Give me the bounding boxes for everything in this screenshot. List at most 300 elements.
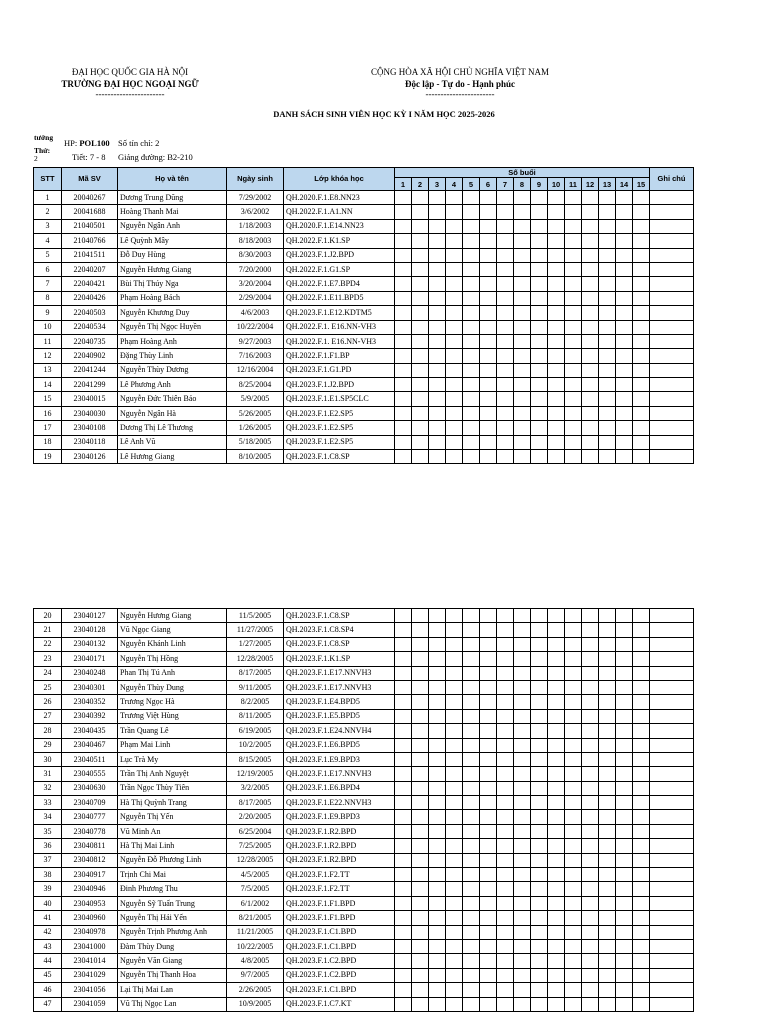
attendance-cell[interactable] — [514, 378, 531, 392]
attendance-cell[interactable] — [548, 205, 565, 219]
notes-cell[interactable] — [650, 781, 694, 795]
attendance-cell[interactable] — [633, 248, 650, 262]
attendance-cell[interactable] — [412, 954, 429, 968]
attendance-cell[interactable] — [582, 320, 599, 334]
attendance-cell[interactable] — [514, 262, 531, 276]
attendance-cell[interactable] — [531, 781, 548, 795]
attendance-cell[interactable] — [446, 291, 463, 305]
attendance-cell[interactable] — [463, 767, 480, 781]
attendance-cell[interactable] — [616, 896, 633, 910]
attendance-cell[interactable] — [514, 695, 531, 709]
attendance-cell[interactable] — [565, 277, 582, 291]
attendance-cell[interactable] — [514, 219, 531, 233]
attendance-cell[interactable] — [548, 450, 565, 464]
attendance-cell[interactable] — [514, 320, 531, 334]
attendance-cell[interactable] — [633, 637, 650, 651]
attendance-cell[interactable] — [531, 968, 548, 982]
attendance-cell[interactable] — [463, 320, 480, 334]
attendance-cell[interactable] — [463, 680, 480, 694]
attendance-cell[interactable] — [633, 781, 650, 795]
attendance-cell[interactable] — [582, 752, 599, 766]
attendance-cell[interactable] — [616, 637, 633, 651]
attendance-cell[interactable] — [531, 291, 548, 305]
attendance-cell[interactable] — [565, 709, 582, 723]
attendance-cell[interactable] — [633, 234, 650, 248]
notes-cell[interactable] — [650, 925, 694, 939]
attendance-cell[interactable] — [582, 349, 599, 363]
attendance-cell[interactable] — [531, 306, 548, 320]
notes-cell[interactable] — [650, 882, 694, 896]
attendance-cell[interactable] — [412, 320, 429, 334]
attendance-cell[interactable] — [463, 291, 480, 305]
attendance-cell[interactable] — [395, 609, 412, 623]
attendance-cell[interactable] — [531, 392, 548, 406]
attendance-cell[interactable] — [463, 234, 480, 248]
attendance-cell[interactable] — [497, 609, 514, 623]
attendance-cell[interactable] — [548, 911, 565, 925]
attendance-cell[interactable] — [514, 248, 531, 262]
notes-cell[interactable] — [650, 680, 694, 694]
attendance-cell[interactable] — [565, 623, 582, 637]
attendance-cell[interactable] — [497, 680, 514, 694]
attendance-cell[interactable] — [531, 896, 548, 910]
attendance-cell[interactable] — [514, 868, 531, 882]
attendance-cell[interactable] — [599, 435, 616, 449]
attendance-cell[interactable] — [429, 911, 446, 925]
attendance-cell[interactable] — [463, 623, 480, 637]
attendance-cell[interactable] — [616, 709, 633, 723]
attendance-cell[interactable] — [429, 435, 446, 449]
attendance-cell[interactable] — [565, 334, 582, 348]
attendance-cell[interactable] — [565, 363, 582, 377]
attendance-cell[interactable] — [582, 363, 599, 377]
attendance-cell[interactable] — [582, 968, 599, 982]
attendance-cell[interactable] — [395, 378, 412, 392]
attendance-cell[interactable] — [633, 767, 650, 781]
attendance-cell[interactable] — [395, 406, 412, 420]
attendance-cell[interactable] — [463, 781, 480, 795]
attendance-cell[interactable] — [599, 767, 616, 781]
notes-cell[interactable] — [650, 609, 694, 623]
attendance-cell[interactable] — [565, 450, 582, 464]
notes-cell[interactable] — [650, 896, 694, 910]
attendance-cell[interactable] — [446, 623, 463, 637]
attendance-cell[interactable] — [633, 709, 650, 723]
attendance-cell[interactable] — [395, 320, 412, 334]
attendance-cell[interactable] — [412, 868, 429, 882]
attendance-cell[interactable] — [463, 724, 480, 738]
attendance-cell[interactable] — [514, 983, 531, 997]
attendance-cell[interactable] — [429, 306, 446, 320]
attendance-cell[interactable] — [514, 997, 531, 1011]
attendance-cell[interactable] — [548, 652, 565, 666]
attendance-cell[interactable] — [395, 435, 412, 449]
attendance-cell[interactable] — [412, 435, 429, 449]
attendance-cell[interactable] — [480, 680, 497, 694]
attendance-cell[interactable] — [531, 767, 548, 781]
attendance-cell[interactable] — [429, 349, 446, 363]
notes-cell[interactable] — [650, 334, 694, 348]
attendance-cell[interactable] — [599, 853, 616, 867]
attendance-cell[interactable] — [633, 997, 650, 1011]
attendance-cell[interactable] — [633, 896, 650, 910]
attendance-cell[interactable] — [514, 896, 531, 910]
attendance-cell[interactable] — [531, 421, 548, 435]
attendance-cell[interactable] — [599, 810, 616, 824]
attendance-cell[interactable] — [463, 349, 480, 363]
attendance-cell[interactable] — [599, 623, 616, 637]
attendance-cell[interactable] — [429, 680, 446, 694]
notes-cell[interactable] — [650, 191, 694, 205]
attendance-cell[interactable] — [633, 796, 650, 810]
attendance-cell[interactable] — [548, 781, 565, 795]
attendance-cell[interactable] — [633, 724, 650, 738]
attendance-cell[interactable] — [531, 724, 548, 738]
attendance-cell[interactable] — [531, 277, 548, 291]
attendance-cell[interactable] — [463, 925, 480, 939]
attendance-cell[interactable] — [599, 968, 616, 982]
attendance-cell[interactable] — [582, 378, 599, 392]
attendance-cell[interactable] — [480, 334, 497, 348]
attendance-cell[interactable] — [463, 306, 480, 320]
attendance-cell[interactable] — [548, 406, 565, 420]
attendance-cell[interactable] — [514, 925, 531, 939]
attendance-cell[interactable] — [582, 306, 599, 320]
attendance-cell[interactable] — [616, 680, 633, 694]
attendance-cell[interactable] — [565, 666, 582, 680]
attendance-cell[interactable] — [429, 363, 446, 377]
attendance-cell[interactable] — [531, 882, 548, 896]
attendance-cell[interactable] — [497, 954, 514, 968]
attendance-cell[interactable] — [514, 363, 531, 377]
attendance-cell[interactable] — [565, 349, 582, 363]
attendance-cell[interactable] — [599, 925, 616, 939]
attendance-cell[interactable] — [599, 277, 616, 291]
attendance-cell[interactable] — [412, 334, 429, 348]
notes-cell[interactable] — [650, 997, 694, 1011]
attendance-cell[interactable] — [412, 911, 429, 925]
attendance-cell[interactable] — [548, 320, 565, 334]
attendance-cell[interactable] — [633, 824, 650, 838]
attendance-cell[interactable] — [531, 695, 548, 709]
attendance-cell[interactable] — [548, 925, 565, 939]
attendance-cell[interactable] — [429, 320, 446, 334]
attendance-cell[interactable] — [497, 824, 514, 838]
attendance-cell[interactable] — [616, 983, 633, 997]
attendance-cell[interactable] — [429, 810, 446, 824]
notes-cell[interactable] — [650, 378, 694, 392]
attendance-cell[interactable] — [633, 435, 650, 449]
attendance-cell[interactable] — [497, 724, 514, 738]
attendance-cell[interactable] — [395, 637, 412, 651]
attendance-cell[interactable] — [497, 868, 514, 882]
attendance-cell[interactable] — [548, 968, 565, 982]
attendance-cell[interactable] — [616, 925, 633, 939]
attendance-cell[interactable] — [633, 205, 650, 219]
attendance-cell[interactable] — [582, 623, 599, 637]
attendance-cell[interactable] — [446, 752, 463, 766]
attendance-cell[interactable] — [412, 925, 429, 939]
attendance-cell[interactable] — [514, 277, 531, 291]
attendance-cell[interactable] — [599, 334, 616, 348]
attendance-cell[interactable] — [497, 709, 514, 723]
attendance-cell[interactable] — [582, 334, 599, 348]
attendance-cell[interactable] — [463, 752, 480, 766]
attendance-cell[interactable] — [514, 349, 531, 363]
attendance-cell[interactable] — [395, 709, 412, 723]
attendance-cell[interactable] — [633, 983, 650, 997]
attendance-cell[interactable] — [463, 205, 480, 219]
attendance-cell[interactable] — [565, 738, 582, 752]
attendance-cell[interactable] — [633, 306, 650, 320]
attendance-cell[interactable] — [429, 896, 446, 910]
attendance-cell[interactable] — [633, 925, 650, 939]
attendance-cell[interactable] — [531, 666, 548, 680]
attendance-cell[interactable] — [565, 824, 582, 838]
notes-cell[interactable] — [650, 666, 694, 680]
attendance-cell[interactable] — [480, 695, 497, 709]
attendance-cell[interactable] — [633, 810, 650, 824]
attendance-cell[interactable] — [429, 219, 446, 233]
notes-cell[interactable] — [650, 853, 694, 867]
attendance-cell[interactable] — [497, 652, 514, 666]
attendance-cell[interactable] — [616, 882, 633, 896]
notes-cell[interactable] — [650, 219, 694, 233]
attendance-cell[interactable] — [395, 421, 412, 435]
attendance-cell[interactable] — [616, 954, 633, 968]
attendance-cell[interactable] — [446, 435, 463, 449]
attendance-cell[interactable] — [633, 752, 650, 766]
attendance-cell[interactable] — [446, 767, 463, 781]
attendance-cell[interactable] — [463, 896, 480, 910]
attendance-cell[interactable] — [633, 191, 650, 205]
attendance-cell[interactable] — [582, 954, 599, 968]
attendance-cell[interactable] — [429, 248, 446, 262]
attendance-cell[interactable] — [633, 609, 650, 623]
attendance-cell[interactable] — [395, 248, 412, 262]
attendance-cell[interactable] — [616, 623, 633, 637]
attendance-cell[interactable] — [497, 421, 514, 435]
attendance-cell[interactable] — [463, 911, 480, 925]
attendance-cell[interactable] — [395, 191, 412, 205]
attendance-cell[interactable] — [463, 666, 480, 680]
attendance-cell[interactable] — [582, 262, 599, 276]
attendance-cell[interactable] — [446, 968, 463, 982]
notes-cell[interactable] — [650, 824, 694, 838]
attendance-cell[interactable] — [497, 637, 514, 651]
attendance-cell[interactable] — [446, 378, 463, 392]
notes-cell[interactable] — [650, 392, 694, 406]
attendance-cell[interactable] — [514, 882, 531, 896]
attendance-cell[interactable] — [616, 853, 633, 867]
attendance-cell[interactable] — [395, 205, 412, 219]
attendance-cell[interactable] — [480, 623, 497, 637]
attendance-cell[interactable] — [531, 939, 548, 953]
attendance-cell[interactable] — [531, 349, 548, 363]
attendance-cell[interactable] — [463, 839, 480, 853]
attendance-cell[interactable] — [412, 824, 429, 838]
notes-cell[interactable] — [650, 349, 694, 363]
attendance-cell[interactable] — [582, 824, 599, 838]
attendance-cell[interactable] — [412, 392, 429, 406]
attendance-cell[interactable] — [412, 839, 429, 853]
attendance-cell[interactable] — [395, 652, 412, 666]
attendance-cell[interactable] — [616, 306, 633, 320]
attendance-cell[interactable] — [480, 853, 497, 867]
attendance-cell[interactable] — [480, 983, 497, 997]
attendance-cell[interactable] — [548, 724, 565, 738]
attendance-cell[interactable] — [565, 609, 582, 623]
attendance-cell[interactable] — [531, 248, 548, 262]
attendance-cell[interactable] — [497, 896, 514, 910]
attendance-cell[interactable] — [616, 450, 633, 464]
attendance-cell[interactable] — [599, 392, 616, 406]
notes-cell[interactable] — [650, 277, 694, 291]
attendance-cell[interactable] — [395, 262, 412, 276]
attendance-cell[interactable] — [480, 767, 497, 781]
attendance-cell[interactable] — [446, 997, 463, 1011]
notes-cell[interactable] — [650, 205, 694, 219]
attendance-cell[interactable] — [565, 219, 582, 233]
attendance-cell[interactable] — [633, 421, 650, 435]
attendance-cell[interactable] — [616, 277, 633, 291]
attendance-cell[interactable] — [548, 363, 565, 377]
attendance-cell[interactable] — [497, 695, 514, 709]
attendance-cell[interactable] — [446, 695, 463, 709]
attendance-cell[interactable] — [480, 262, 497, 276]
attendance-cell[interactable] — [429, 709, 446, 723]
attendance-cell[interactable] — [429, 262, 446, 276]
attendance-cell[interactable] — [429, 882, 446, 896]
attendance-cell[interactable] — [548, 752, 565, 766]
attendance-cell[interactable] — [548, 738, 565, 752]
attendance-cell[interactable] — [599, 421, 616, 435]
attendance-cell[interactable] — [633, 262, 650, 276]
attendance-cell[interactable] — [565, 810, 582, 824]
attendance-cell[interactable] — [582, 637, 599, 651]
attendance-cell[interactable] — [514, 954, 531, 968]
attendance-cell[interactable] — [565, 954, 582, 968]
attendance-cell[interactable] — [514, 652, 531, 666]
attendance-cell[interactable] — [565, 695, 582, 709]
attendance-cell[interactable] — [548, 378, 565, 392]
attendance-cell[interactable] — [599, 939, 616, 953]
attendance-cell[interactable] — [463, 435, 480, 449]
attendance-cell[interactable] — [531, 219, 548, 233]
attendance-cell[interactable] — [531, 191, 548, 205]
attendance-cell[interactable] — [514, 767, 531, 781]
attendance-cell[interactable] — [412, 983, 429, 997]
attendance-cell[interactable] — [599, 724, 616, 738]
attendance-cell[interactable] — [395, 939, 412, 953]
attendance-cell[interactable] — [446, 666, 463, 680]
notes-cell[interactable] — [650, 839, 694, 853]
attendance-cell[interactable] — [429, 637, 446, 651]
attendance-cell[interactable] — [412, 450, 429, 464]
attendance-cell[interactable] — [497, 767, 514, 781]
attendance-cell[interactable] — [429, 925, 446, 939]
attendance-cell[interactable] — [565, 378, 582, 392]
attendance-cell[interactable] — [599, 406, 616, 420]
attendance-cell[interactable] — [633, 277, 650, 291]
attendance-cell[interactable] — [599, 363, 616, 377]
attendance-cell[interactable] — [599, 262, 616, 276]
attendance-cell[interactable] — [599, 997, 616, 1011]
attendance-cell[interactable] — [412, 853, 429, 867]
attendance-cell[interactable] — [548, 896, 565, 910]
attendance-cell[interactable] — [446, 824, 463, 838]
attendance-cell[interactable] — [565, 939, 582, 953]
attendance-cell[interactable] — [395, 810, 412, 824]
attendance-cell[interactable] — [599, 911, 616, 925]
attendance-cell[interactable] — [633, 853, 650, 867]
attendance-cell[interactable] — [548, 997, 565, 1011]
attendance-cell[interactable] — [582, 652, 599, 666]
notes-cell[interactable] — [650, 623, 694, 637]
attendance-cell[interactable] — [514, 939, 531, 953]
attendance-cell[interactable] — [599, 652, 616, 666]
attendance-cell[interactable] — [582, 680, 599, 694]
notes-cell[interactable] — [650, 637, 694, 651]
attendance-cell[interactable] — [395, 997, 412, 1011]
attendance-cell[interactable] — [463, 810, 480, 824]
attendance-cell[interactable] — [463, 277, 480, 291]
attendance-cell[interactable] — [616, 406, 633, 420]
notes-cell[interactable] — [650, 709, 694, 723]
attendance-cell[interactable] — [514, 291, 531, 305]
attendance-cell[interactable] — [395, 983, 412, 997]
attendance-cell[interactable] — [412, 306, 429, 320]
attendance-cell[interactable] — [446, 954, 463, 968]
attendance-cell[interactable] — [565, 234, 582, 248]
attendance-cell[interactable] — [395, 623, 412, 637]
attendance-cell[interactable] — [548, 191, 565, 205]
notes-cell[interactable] — [650, 234, 694, 248]
attendance-cell[interactable] — [565, 882, 582, 896]
attendance-cell[interactable] — [616, 392, 633, 406]
attendance-cell[interactable] — [429, 450, 446, 464]
attendance-cell[interactable] — [429, 234, 446, 248]
notes-cell[interactable] — [650, 320, 694, 334]
attendance-cell[interactable] — [412, 781, 429, 795]
attendance-cell[interactable] — [429, 983, 446, 997]
attendance-cell[interactable] — [548, 392, 565, 406]
attendance-cell[interactable] — [599, 896, 616, 910]
attendance-cell[interactable] — [480, 724, 497, 738]
attendance-cell[interactable] — [446, 839, 463, 853]
attendance-cell[interactable] — [633, 939, 650, 953]
attendance-cell[interactable] — [429, 968, 446, 982]
attendance-cell[interactable] — [412, 666, 429, 680]
attendance-cell[interactable] — [565, 680, 582, 694]
attendance-cell[interactable] — [412, 738, 429, 752]
attendance-cell[interactable] — [395, 695, 412, 709]
attendance-cell[interactable] — [463, 219, 480, 233]
attendance-cell[interactable] — [412, 609, 429, 623]
attendance-cell[interactable] — [633, 334, 650, 348]
attendance-cell[interactable] — [395, 738, 412, 752]
attendance-cell[interactable] — [480, 450, 497, 464]
attendance-cell[interactable] — [395, 291, 412, 305]
attendance-cell[interactable] — [429, 824, 446, 838]
attendance-cell[interactable] — [463, 334, 480, 348]
attendance-cell[interactable] — [446, 939, 463, 953]
attendance-cell[interactable] — [480, 349, 497, 363]
attendance-cell[interactable] — [412, 709, 429, 723]
attendance-cell[interactable] — [429, 781, 446, 795]
attendance-cell[interactable] — [395, 824, 412, 838]
attendance-cell[interactable] — [582, 450, 599, 464]
